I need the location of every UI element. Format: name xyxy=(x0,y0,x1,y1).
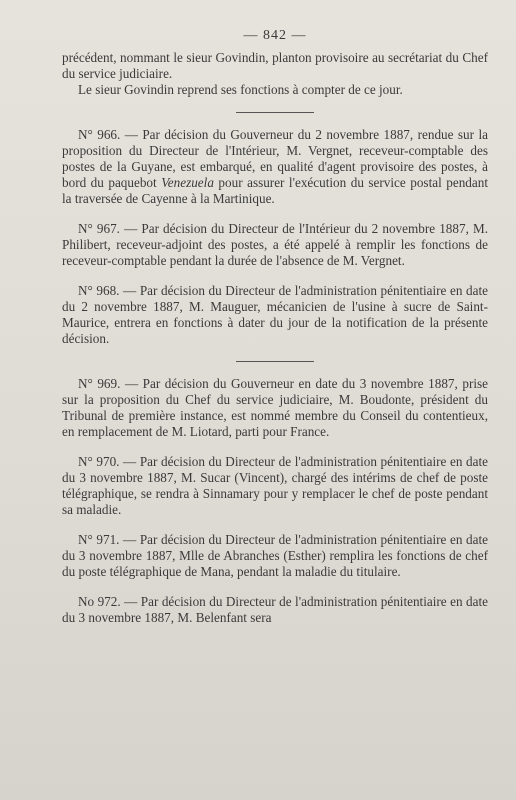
section-divider xyxy=(236,112,314,113)
decision-entry-968 xyxy=(62,283,488,347)
entry-text: — Par décision du Directeur de l'administration pénitentiaire en date du 3 novembre 1887, Mlle de Abranches (Esther) remplira les fonctions de chef du poste télégraphique de Mana, pendant la maladie du titulaire. xyxy=(62,532,488,579)
entry-text: — Par décision du Directeur de l'Intérieur du 2 novembre 1887, M. Philibert, receveur-adjoint des postes, a été appelé à remplir les fonctions de receveur-comptable pendant la durée de l'absence de M. Vergnet. xyxy=(62,221,488,268)
decision-entry-966 xyxy=(62,127,488,207)
decision-entry-971 xyxy=(62,532,488,580)
entry-text: — Par décision du Directeur de l'administration pénitentiaire en date du 3 novembre 1887, M. Belenfant sera xyxy=(62,594,488,625)
entry-text: — Par décision du Gouverneur du 2 novembre 1887, rendue sur la proposition du Directeur de l'Intérieur, M. Vergnet, receveur-comptable des postes de la Guyane, est embarqué, en qualité d'agent provisoire des postes, à bord du paquebot xyxy=(62,127,488,190)
page-number: — 842 — xyxy=(243,28,307,43)
continuation-paragraph: précédent, nommant le sieur Govindin, planton provisoire au secrétariat du Chef du service judiciaire. xyxy=(62,50,488,81)
ship-name: Venezuela xyxy=(161,175,214,190)
entry-number: N° 966. xyxy=(78,127,121,142)
entry-number: N° 967. xyxy=(78,221,120,236)
decision-entry-967 xyxy=(62,221,488,269)
entry-text: pour assurer l'exécution du service postal pendant la traversée de Cayenne à la Martinique. xyxy=(62,175,488,206)
entry-text: — Par décision du Directeur de l'administration pénitentiaire en date du 2 novembre 1887, M. Mauguer, mécanicien de l'usine à sucre de Saint-Maurice, entrera en fonctions à dater du jour de la notification de la présente décision. xyxy=(62,283,488,346)
entry-number: N° 971. xyxy=(78,532,120,547)
decision-entry-969 xyxy=(62,376,488,440)
decision-entry-972 xyxy=(62,594,488,626)
entry-text: — Par décision du Gouverneur en date du 3 novembre 1887, prise sur la proposition du Chef du service judiciaire, M. Boudonte, président du Tribunal de première instance, est nommé membre du Conseil du contentieux, en remplacement de M. Liotard, parti pour France. xyxy=(62,376,488,439)
continuation-paragraph: Le sieur Govindin reprend ses fonctions à compter de ce jour. xyxy=(78,82,403,97)
entry-number: N° 968. xyxy=(78,283,120,298)
section-divider xyxy=(236,361,314,362)
entry-text: — Par décision du Directeur de l'administration pénitentiaire en date du 3 novembre 1887, M. Sucar (Vincent), chargé des intérims de chef de poste télégraphique, se rendra à Sinnamary pour y remplacer le chef de poste pendant sa maladie. xyxy=(62,454,488,517)
entry-number: N° 969. xyxy=(78,376,121,391)
entry-number: No 972. xyxy=(78,594,121,609)
entry-number: N° 970. xyxy=(78,454,120,469)
decision-entry-970 xyxy=(62,454,488,518)
